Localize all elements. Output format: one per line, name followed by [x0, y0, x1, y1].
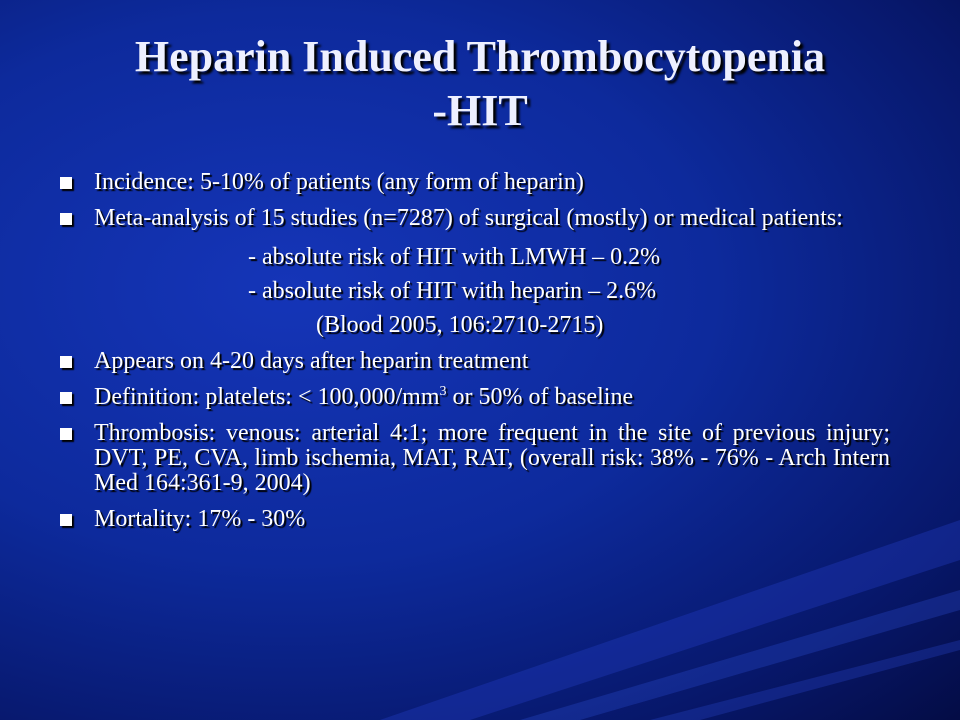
- bullet-text: Appears on 4-20 days after heparin treatment: [94, 348, 529, 374]
- bullet-onset: [60, 349, 890, 374]
- bullet-square-icon: [60, 213, 72, 225]
- bullet-text: Definition: platelets: < $100,000/mm^3$ or 50% of baseline: [94, 384, 634, 410]
- bullet-square-icon: [60, 514, 72, 526]
- title-line-1: Heparin Induced Thrombocytopenia: [134, 32, 826, 81]
- bullet-text: Thrombosis: venous: arterial 4:1; more frequent in the site of previous injury; DVT, PE, CVA, limb ischemia, MAT, RAT, (overall risk: 38% - 76% - Arch Intern Med 164:361-9, 2004): [94, 420, 890, 496]
- bullet-list: [60, 170, 890, 532]
- bullet-mortality: [60, 507, 890, 532]
- bullet-square-icon: [60, 356, 72, 368]
- bullet-text: Incidence: 5-10% of patients (any form of heparin): [94, 169, 584, 195]
- bullet-square-icon: [60, 428, 72, 440]
- bullet-square-icon: [60, 392, 72, 404]
- sub-line-citation: (Blood 2005, 106:2710-2715): [316, 312, 604, 338]
- title-line-2: -HIT: [432, 86, 528, 135]
- bullet-meta-analysis: [60, 206, 890, 231]
- bullet-text: Mortality: 17% - 30%: [94, 506, 306, 532]
- bullet-definition: [60, 385, 890, 410]
- sub-line-heparin-risk: - absolute risk of HIT with heparin – 2.6%: [248, 278, 657, 304]
- bullet-thrombosis: [60, 421, 890, 496]
- bullet-square-icon: [60, 177, 72, 189]
- bullet-text: Meta-analysis of 15 studies (n=7287) of surgical (mostly) or medical patients:: [94, 205, 843, 231]
- bullet-incidence: [60, 170, 890, 195]
- sub-line-lmwh-risk: - absolute risk of HIT with LMWH – 0.2%: [248, 244, 661, 270]
- slide-title: [40, 30, 920, 138]
